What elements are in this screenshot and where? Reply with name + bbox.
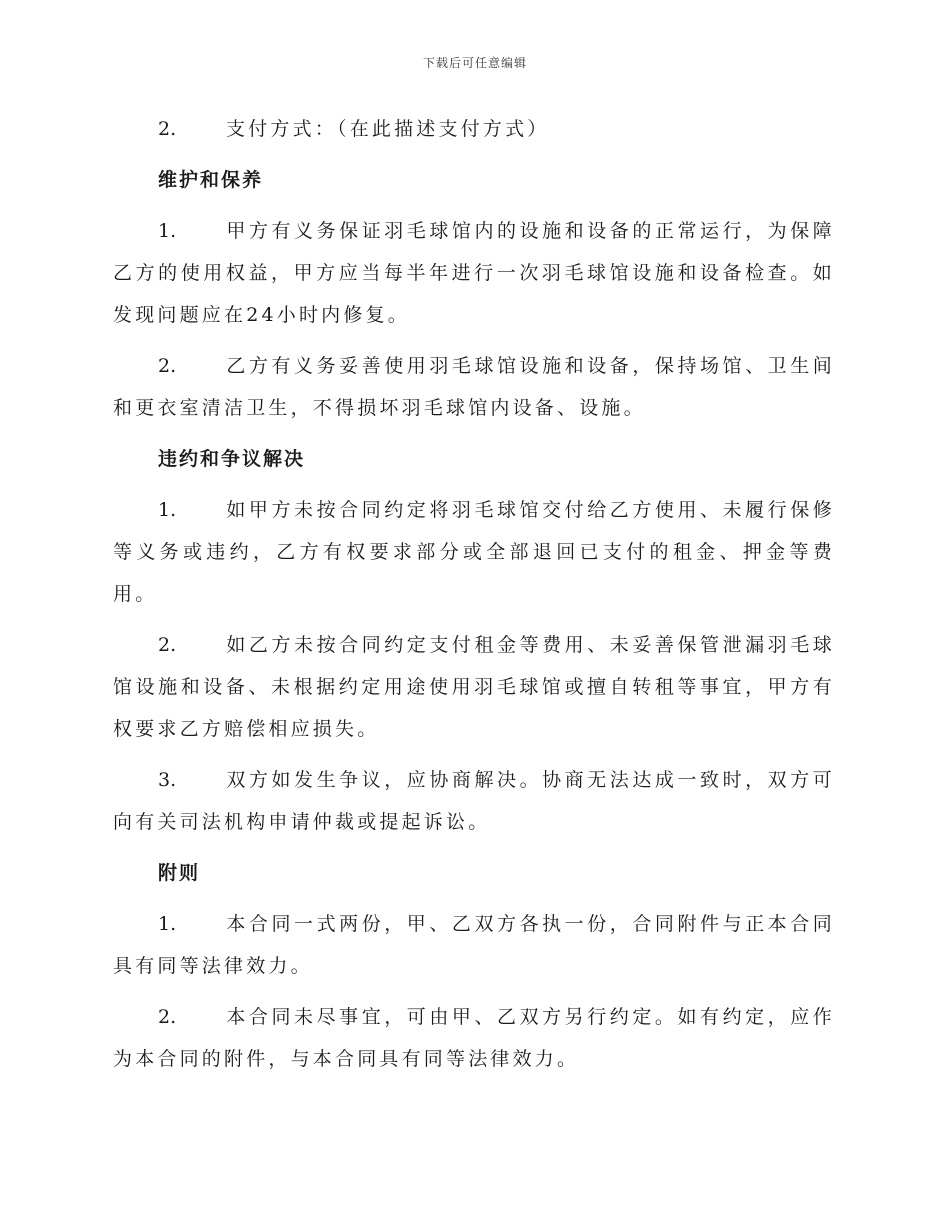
page-header: 下载后可任意编辑 bbox=[422, 56, 527, 70]
breach-item-3 bbox=[113, 759, 835, 843]
maintenance-item-1 bbox=[113, 210, 835, 336]
item-number: 2. bbox=[158, 118, 177, 140]
item-number: 2. bbox=[158, 634, 177, 656]
section-heading-breach: 违约和争议解决 bbox=[158, 448, 306, 470]
item-number: 1. bbox=[158, 499, 177, 521]
item-number: 1. bbox=[158, 220, 177, 242]
item-number: 2. bbox=[158, 355, 177, 377]
item-text: 本合同一式两份，甲、乙双方各执一份，合同附件与正本合同具有同等法律效力。 bbox=[113, 913, 835, 977]
item-number: 1. bbox=[158, 913, 177, 935]
item-text: 乙方有义务妥善使用羽毛球馆设施和设备，保持场馆、卫生间和更衣室清洁卫生，不得损坏羽毛球馆内设备、设施。 bbox=[113, 355, 835, 419]
item-number: 2. bbox=[158, 1006, 177, 1028]
supplementary-item-2 bbox=[113, 996, 835, 1080]
item-text: 本合同未尽事宜，可由甲、乙双方另行约定。如有约定，应作为本合同的附件，与本合同具有同等法律效力。 bbox=[113, 1006, 835, 1070]
supplementary-item-1 bbox=[113, 903, 835, 987]
breach-item-1 bbox=[113, 489, 835, 615]
item-text: 支付方式：（在此描述支付方式） bbox=[226, 118, 550, 140]
section-heading-maintenance: 维护和保养 bbox=[158, 169, 264, 191]
item-text: 甲方有义务保证羽毛球馆内的设施和设备的正常运行，为保障乙方的使用权益，甲方应当每半年进行一次羽毛球馆设施和设备检查。如发现问题应在24小时内修复。 bbox=[113, 220, 835, 326]
document-body bbox=[113, 108, 835, 1089]
item-text: 如乙方未按合同约定支付租金等费用、未妥善保管泄漏羽毛球馆设施和设备、未根据约定用途使用羽毛球馆或擅自转租等事宜，甲方有权要求乙方赔偿相应损失。 bbox=[113, 634, 835, 740]
payment-item-2 bbox=[113, 108, 835, 150]
item-text: 双方如发生争议，应协商解决。协商无法达成一致时，双方可向有关司法机构申请仲裁或提起诉讼。 bbox=[113, 769, 835, 833]
item-number: 3. bbox=[158, 769, 177, 791]
item-text: 如甲方未按合同约定将羽毛球馆交付给乙方使用、未履行保修等义务或违约，乙方有权要求部分或全部退回已支付的租金、押金等费用。 bbox=[113, 499, 835, 605]
section-heading-supplementary: 附则 bbox=[158, 862, 201, 884]
maintenance-item-2 bbox=[113, 345, 835, 429]
breach-item-2 bbox=[113, 624, 835, 750]
